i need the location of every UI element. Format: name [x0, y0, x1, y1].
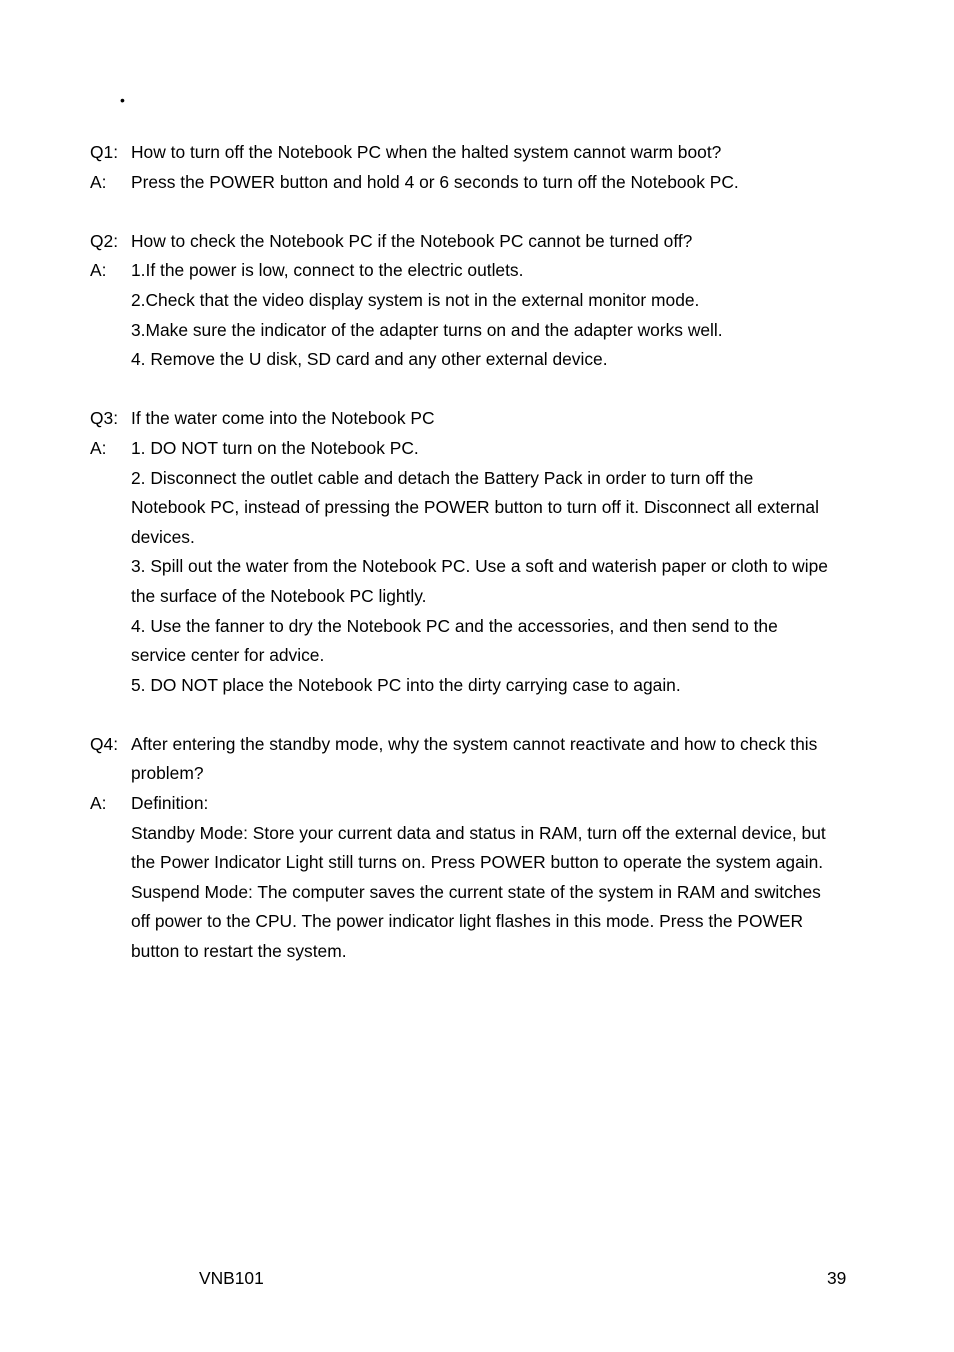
answer-label: A: — [90, 793, 107, 814]
answer-row — [90, 345, 870, 375]
answer-row — [90, 523, 870, 553]
faq-block — [90, 730, 870, 967]
answer-label: A: — [90, 437, 107, 458]
answer-text: 1.If the power is low, connect to the electric outlets. — [131, 260, 524, 281]
answer-row — [90, 316, 870, 346]
answer-row — [90, 464, 870, 494]
answer-row — [90, 937, 870, 967]
faq-content — [90, 138, 870, 967]
answer-text: Notebook PC, instead of pressing the POWER button to turn off it. Disconnect all external — [131, 497, 819, 518]
question-text: How to check the Notebook PC if the Notebook PC cannot be turned off? — [131, 230, 693, 251]
answer-text: Suspend Mode: The computer saves the current state of the system in RAM and switches — [131, 881, 821, 902]
answer-text: 2.Check that the video display system is not in the external monitor mode. — [131, 289, 700, 310]
answer-row — [90, 582, 870, 612]
question-row — [90, 730, 870, 760]
faq-block — [90, 138, 870, 197]
question-text: How to turn off the Notebook PC when the halted system cannot warm boot? — [131, 142, 722, 162]
answer-text: 2. Disconnect the outlet cable and detach the Battery Pack in order to turn off the — [131, 467, 754, 488]
block-spacer — [90, 700, 870, 730]
answer-text: off power to the CPU. The power indicator light flashes in this mode. Press the POWER — [131, 911, 804, 932]
question-row — [90, 227, 870, 257]
answer-row — [90, 878, 870, 908]
answer-row — [90, 552, 870, 582]
question-text: After entering the standby mode, why the system cannot reactivate and how to check this — [131, 733, 818, 754]
answer-text: the Power Indicator Light still turns on. Press POWER button to operate the system again. — [131, 852, 824, 873]
answer-text: devices. — [131, 526, 195, 547]
answer-row — [90, 789, 870, 819]
answer-text: service center for advice. — [131, 645, 325, 666]
question-label: Q2: — [90, 230, 119, 251]
answer-text: 4. Remove the U disk, SD card and any other external device. — [131, 349, 608, 370]
answer-text: 3.Make sure the indicator of the adapter turns on and the adapter works well. — [131, 319, 723, 340]
answer-text: 4. Use the fanner to dry the Notebook PC and the accessories, and then send to the — [131, 615, 778, 636]
faq-block — [90, 227, 870, 375]
question-text: If the water come into the Notebook PC — [131, 408, 435, 429]
footer-page-number: 39 — [827, 1268, 847, 1288]
bullet-mark: • — [120, 92, 125, 108]
answer-text: Press the POWER button and hold 4 or 6 seconds to turn off the Notebook PC. — [131, 171, 739, 192]
answer-row — [90, 671, 870, 701]
faq-block — [90, 404, 870, 700]
question-text: problem? — [131, 763, 204, 784]
question-row — [90, 404, 870, 434]
answer-text: 1. DO NOT turn on the Notebook PC. — [131, 437, 419, 458]
answer-text: 3. Spill out the water from the Notebook PC. Use a soft and waterish paper or cloth to wipe — [131, 556, 828, 577]
block-spacer — [90, 197, 870, 227]
question-label: Q4: — [90, 733, 119, 754]
answer-row — [90, 256, 870, 286]
answer-text: button to restart the system. — [131, 941, 347, 962]
answer-row — [90, 434, 870, 464]
answer-row — [90, 641, 870, 671]
answer-row — [90, 907, 870, 937]
question-row — [90, 138, 870, 168]
answer-text: 5. DO NOT place the Notebook PC into the dirty carrying case to again. — [131, 674, 681, 695]
answer-row — [90, 168, 870, 198]
question-label: Q1: — [90, 142, 119, 162]
answer-text: Definition: — [131, 793, 209, 814]
answer-row — [90, 493, 870, 523]
footer-model: VNB101 — [199, 1268, 264, 1288]
answer-row — [90, 612, 870, 642]
answer-row — [90, 848, 870, 878]
answer-row — [90, 286, 870, 316]
question-row — [90, 759, 870, 789]
block-spacer — [90, 375, 870, 405]
answer-text: Standby Mode: Store your current data and status in RAM, turn off the external device, but — [131, 822, 826, 843]
answer-row — [90, 819, 870, 849]
answer-label: A: — [90, 260, 107, 281]
question-label: Q3: — [90, 408, 119, 429]
answer-text: the surface of the Notebook PC lightly. — [131, 585, 427, 606]
answer-label: A: — [90, 171, 107, 192]
